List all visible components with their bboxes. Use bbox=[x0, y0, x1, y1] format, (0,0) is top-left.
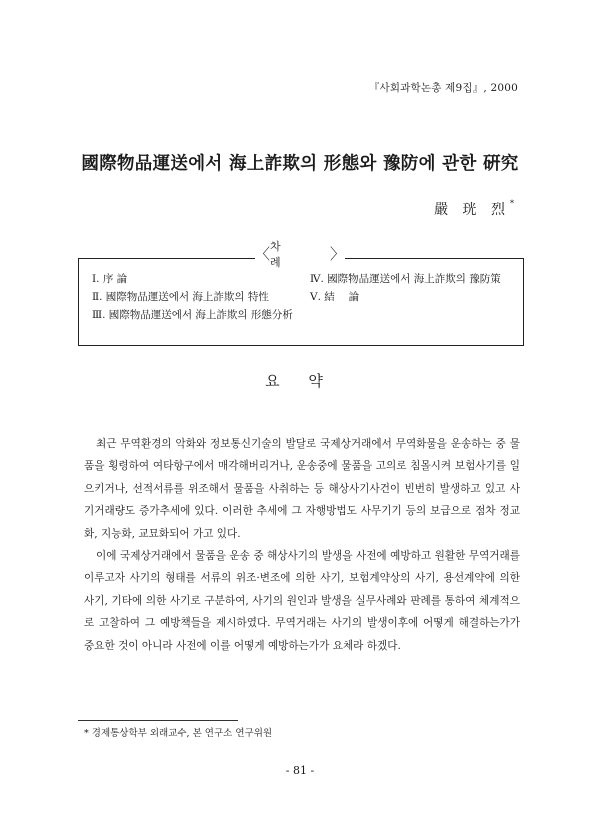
footnote-divider bbox=[78, 720, 238, 721]
abstract-paragraph: 이에 국제상거래에서 물품을 운송 중 해상사기의 발생을 사전에 예방하고 원활한 무역거래를 이루고자 사기의 형태를 서류의 위조·변조에 의한 사기, 보험계약상의 사기, 용선계약에 의한 사기, 기타에 의한 사기로 구분하여, 사기의 원인과 발생을 실무사례와 판례를 통하여 체계적으로 고찰하여 그 예방책들을 제시하였다. 무역거래는 사기의 발생이후에 어떻게 해결하는가가 중요한 것이 아니라 사전에 이를 어떻게 예방하는가가 요체라 하겠다. bbox=[84, 550, 520, 652]
toc-item: Ⅳ. 國際物品運送에서 海上詐欺의 豫防策 bbox=[310, 273, 501, 285]
author-line bbox=[434, 199, 514, 219]
journal-reference: 『사회과학논총 제9집』, 2000 bbox=[368, 82, 518, 94]
abstract-paragraph: 최근 무역환경의 악화와 정보통신기술의 발달로 국제상거래에서 무역화물을 운송하는 중 물품을 횡령하여 여타항구에서 매각해버리거나, 운송중에 물품을 고의로 침몰시켜 보험사기를 일으키거나, 선적서류를 위조해서 물품을 사취하는 등 해상사기사건이 빈번히 발생하고 있고 사기거래량도 증가추세에 있다. 이러한 추세에 그 자행방법도 사무기기 등의 보급으로 점차 정교화, 지능화, 교묘화되어 가고 있다. bbox=[84, 438, 520, 540]
toc-left-column bbox=[92, 270, 293, 324]
toc-item: Ⅰ. 序 論 bbox=[92, 273, 128, 285]
page-number: - 81 - bbox=[285, 764, 315, 777]
right-angle-icon: 〉 bbox=[329, 244, 345, 263]
author-footnote: * 경제통상학부 외래교수, 본 연구소 연구위원 bbox=[84, 728, 273, 739]
paper-title: 國際物品運送에서 海上詐欺의 形態와 豫防에 관한 硏究 bbox=[81, 154, 519, 174]
toc-item: Ⅴ. 結 論 bbox=[310, 291, 360, 303]
abstract-heading: 요 약 bbox=[265, 372, 335, 390]
toc-label-text: 차 례 bbox=[270, 240, 299, 269]
abstract-body bbox=[84, 433, 520, 657]
author-name: 嚴 珖 烈 bbox=[434, 202, 510, 218]
toc-item: Ⅲ. 國際物品運送에서 海上詐欺의 形態分析 bbox=[92, 309, 293, 321]
toc-label bbox=[255, 240, 345, 269]
toc-right-column bbox=[310, 270, 501, 306]
left-angle-icon: 〈 bbox=[255, 244, 271, 263]
author-footnote-mark: * bbox=[510, 199, 514, 208]
toc-item: Ⅱ. 國際物品運送에서 海上詐欺의 特性 bbox=[92, 291, 269, 303]
